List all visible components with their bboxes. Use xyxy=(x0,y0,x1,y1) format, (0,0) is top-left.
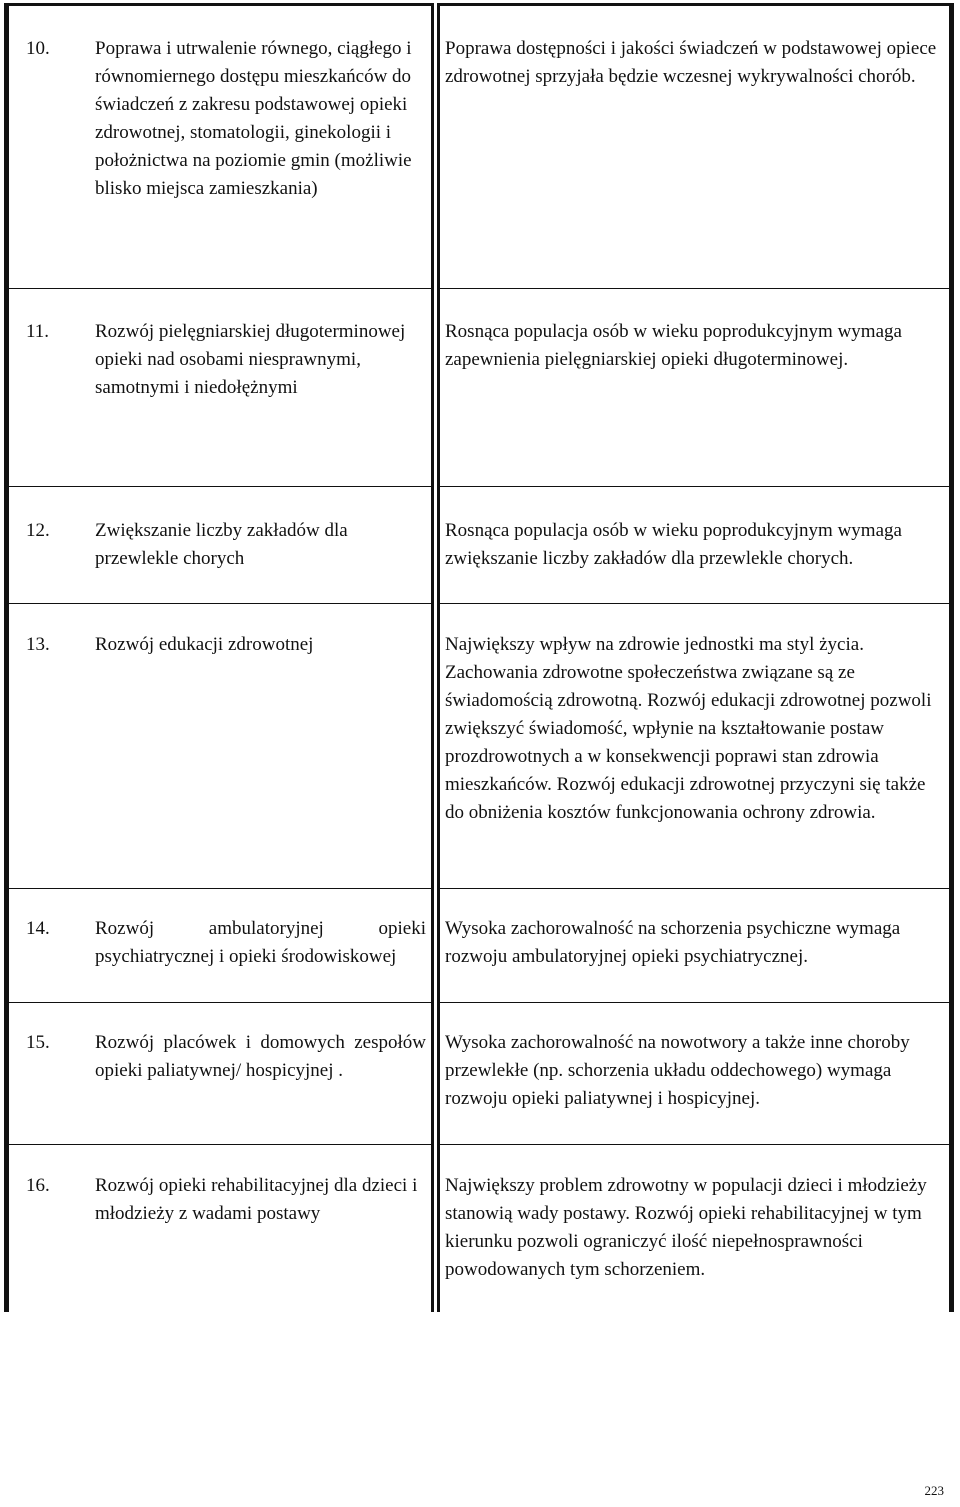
table-left-border xyxy=(4,3,9,1312)
row-divider xyxy=(9,288,431,289)
row-number: 13. xyxy=(26,634,50,655)
justification-text: Największy problem zdrowotny w populacji dzieci i młodzieży stanowią wady postawy. Rozwój opieki rehabilitacyjnej w tym kierunku pozwoli ograniczyć ilość niepełnosprawności powodowanych tym schorzeniem. xyxy=(445,1175,927,1280)
row-divider xyxy=(440,486,949,487)
table-top-border xyxy=(4,3,954,6)
row-divider xyxy=(9,1002,431,1003)
goal-text: Poprawa i utrwalenie równego, ciągłego i równomiernego dostępu mieszkańców do świadczeń z zakresu podstawowej opieki zdrowotnej, stomatologii, ginekologii i położnictwa na poziomie gmin (możliwie blisko miejsca zamieszkania) xyxy=(95,38,412,199)
row-number: 11. xyxy=(26,321,50,342)
goal-text: Rozwój pielęgniarskiej długoterminowej opieki nad osobami niesprawnymi, samotnymi i niedołężnymi xyxy=(95,321,406,398)
goal-text: Rozwój placówek i domowych zespołów opieki paliatywnej/ hospicyjnej . xyxy=(95,1032,426,1081)
row-divider xyxy=(440,1002,949,1003)
goal-text: Rozwój opieki rehabilitacyjnej dla dzieci i młodzieży z wadami postawy xyxy=(95,1175,418,1224)
row-divider xyxy=(9,1144,431,1145)
row-divider xyxy=(440,288,949,289)
row-number: 15. xyxy=(26,1032,50,1053)
goal-text: Rozwój edukacji zdrowotnej xyxy=(95,634,314,655)
row-divider xyxy=(440,603,949,604)
row-divider xyxy=(9,888,431,889)
row-number: 12. xyxy=(26,520,50,541)
row-number: 16. xyxy=(26,1175,50,1196)
row-divider xyxy=(440,888,949,889)
justification-text: Rosnąca populacja osób w wieku poprodukcyjnym wymaga zapewnienia pielęgniarskiej opieki długoterminowej. xyxy=(445,321,902,370)
row-divider xyxy=(440,1144,949,1145)
row-divider xyxy=(9,486,431,487)
page-number: 223 xyxy=(924,1483,944,1498)
row-number: 10. xyxy=(26,38,50,59)
goal-text: Rozwój ambulatoryjnej opieki psychiatrycznej i opieki środowiskowej xyxy=(95,918,426,967)
justification-text: Wysoka zachorowalność na nowotwory a także inne choroby przewlekłe (np. schorzenia układu oddechowego) wymaga rozwoju opieki paliatywnej i hospicyjnej. xyxy=(445,1032,910,1109)
justification-text: Rosnąca populacja osób w wieku poprodukcyjnym wymaga zwiększanie liczby zakładów dla przewlekle chorych. xyxy=(445,520,902,569)
justification-text: Wysoka zachorowalność na schorzenia psychiczne wymaga rozwoju ambulatoryjnej opieki psychiatrycznej. xyxy=(445,918,901,967)
row-divider xyxy=(9,603,431,604)
justification-text: Poprawa dostępności i jakości świadczeń w podstawowej opiece zdrowotnej sprzyjała będzie wczesnej wykrywalności chorób. xyxy=(445,38,937,87)
justification-text: Największy wpływ na zdrowie jednostki ma styl życia. Zachowania zdrowotne społeczeństwa związane są ze świadomością zdrowotną. Rozwój edukacji zdrowotnej pozwoli zwiększyć świadomość, wpłynie na kształtowanie postaw prozdrowotnych a w konsekwencji poprawi stan zdrowia mieszkańców. Rozwój edukacji zdrowotnej przyczyni się także do obniżenia kosztów funkcjonowania ochrony zdrowia. xyxy=(445,634,932,823)
table-column-divider xyxy=(431,3,440,1312)
row-number: 14. xyxy=(26,918,50,939)
goal-text: Zwiększanie liczby zakładów dla przewlekle chorych xyxy=(95,520,348,569)
table-right-border xyxy=(949,3,954,1312)
